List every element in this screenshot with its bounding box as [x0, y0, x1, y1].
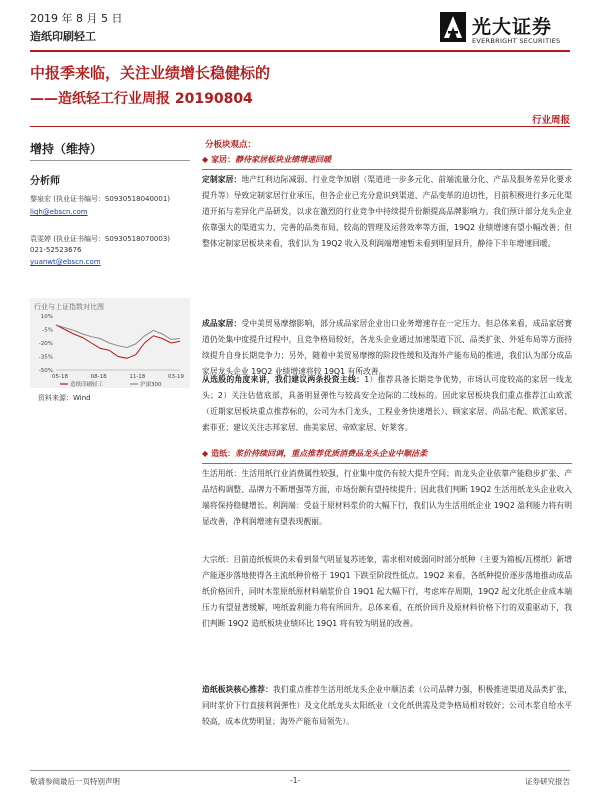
company-logo — [438, 10, 598, 50]
paragraph-text: 大宗纸：目前造纸板块仍未看到景气明显复苏迹象，需求相对疲弱同时部分纸种（主要为箱板/瓦楞纸）新增产能逐步落地使得各主流纸种价格于 19Q1 下跌至阶段性低点。19Q2 来看，各纸种提价逐步落地推动成品纸价格回升，同时木浆原纸原材料端浆价自 19Q1 起大幅下行，考虑库存周期，19Q2 起文化纸企业成本端压力有望显著缓解，吨纸盈利能力将有所回升。总体来看，在纸价回升及原材料价格下行的双重驱动下，我们判断 19Q2 造纸板块业绩环比 19Q1 将有较为明显的改善。 — [202, 555, 572, 628]
paragraph-lead: 造纸板块核心推荐： — [202, 685, 273, 694]
page-number: -1- — [290, 776, 301, 785]
summary-heading: 分板块观点： — [205, 140, 257, 150]
report-date: 2019 年 8 月 5 日 — [30, 12, 123, 25]
section-paper-heading — [202, 448, 427, 459]
x-tick-label: 08-18 — [90, 374, 107, 380]
sector-name: 造纸印刷轻工 — [30, 30, 96, 43]
chart-source: 资料来源：Wind — [38, 394, 91, 402]
paragraph-bulk-paper — [202, 552, 572, 632]
series-line-1 — [56, 325, 180, 348]
y-tick-label: -35% — [38, 354, 53, 361]
logo-english-name: EVERBRIGHT SECURITIES — [472, 37, 561, 45]
analyst-heading: 分析师 — [30, 176, 60, 187]
report-type-label: 行业周报 — [531, 115, 570, 126]
y-tick-label: 10% — [40, 314, 53, 320]
report-subtitle: ——造纸轻工行业周报 20190804 — [30, 91, 253, 107]
rating-divider — [30, 160, 190, 161]
analyst-2-name: 袁雯婷 (执业证书编号：S0930518070003) — [30, 235, 171, 243]
paragraph-lead: 定制家居： — [202, 175, 242, 184]
section-title: 静待家居板块业绩增速回暖 — [235, 155, 332, 164]
x-tick-label: 11-18 — [129, 374, 146, 380]
footer-divider — [30, 770, 570, 771]
diamond-icon: ◆ — [202, 155, 209, 164]
section-label: 造纸： — [211, 449, 236, 458]
footer-disclaimer: 敬请参阅最后一页特别声明 — [30, 777, 120, 786]
paragraph-core-picks — [202, 682, 572, 730]
diamond-icon: ◆ — [202, 449, 209, 458]
paragraph-text: 地产红利边际减弱、行业竞争加剧（渠道进一步多元化、前端流量分化、产品及服务差异化要求提升等）导致定制家居行业承压，但各企业已充分意识到渠道、产品变革的迫切性，目前积极进行多元化渠道开拓与差异化产品研发，以求在激烈的行业竞争中持续提升份额提高品牌影响力。我们预计部分龙头企业依靠强大的渠道实力、完善的品类布局、较高的管理及运营效率等方面，19Q2 业绩增速有望小幅改善；但整体定制家居板块来看，我们认为 19Q2 收入及利润端增速暂未看到明显回升，静待下半年增速回暖。 — [202, 175, 573, 248]
legend-label: 造纸印刷轻工 — [70, 382, 104, 388]
section-underline — [202, 463, 572, 464]
paragraph-text: 受中美贸易摩擦影响，部分成品家居企业出口业务增速存在一定压力。但总体来看，成品家居赛道仍处集中度提升过程中，且竞争格局较好，各龙头企业通过加速渠道下沉、品类扩张、外延布局等方面持续提升自身长期竞争力；另外，随着中美贸易摩擦的阶段性缓和及海外产能布局的推进，我们认为部分成品家居龙头企业 19Q2 业绩增速将较 19Q1 有所改善。 — [202, 319, 573, 376]
analyst-1-email[interactable]: liqh@ebscn.com — [30, 208, 88, 216]
y-tick-label: -5% — [42, 327, 53, 334]
logo-icon — [438, 10, 468, 44]
paragraph-tissue-paper — [202, 466, 572, 530]
paragraph-lead: 从选股的角度来讲，我们建议两条投资主线： — [202, 375, 365, 384]
section-label: 家居： — [211, 155, 236, 164]
series-line-0 — [56, 325, 180, 358]
logo-chinese-name: 光大证券 — [472, 16, 553, 38]
paragraph-text: 1）推荐具备长期竞争优势，市场认可度较高的家居一线龙头；2）关注估值底部，具备明显弹性与较高安全边际的二线标的。因此家居板块我们重点推荐江山欧派（近期家居板块重点推荐标的，公司为木门龙头，工程业务快速增长）、顾家家居、尚品宅配、欧派家居、索菲亚；建议关注志邦家居、曲美家居、帝欧家居、好莱客。 — [202, 375, 572, 432]
legend-label: 沪深300 — [140, 382, 162, 388]
paragraph-custom-furniture — [202, 172, 572, 252]
paragraph-finished-furniture — [202, 316, 572, 380]
paragraph-text: 生活用纸：生活用纸行业消费属性较强，行业集中度仍有较大提升空间；而龙头企业依靠产能稳步扩张、产品结构调整、品牌力不断增强等方面，市场份额有望持续提升；因此我们判断 19Q2 生活用纸龙头企业收入端将保持稳健增长。利润端：受益于原材料浆价的大幅下行，我们认为生活用纸企业 19Q2 盈利能力将有明显改善，净利润增速有望表现靓丽。 — [202, 469, 572, 526]
paragraph-stock-picks — [202, 372, 572, 436]
paragraph-lead: 成品家居： — [202, 319, 242, 328]
index-comparison-chart — [30, 298, 190, 388]
section-underline — [202, 169, 572, 170]
chart-svg — [30, 298, 190, 388]
report-title: 中报季来临，关注业绩增长稳健标的 — [30, 64, 271, 82]
x-tick-label: 03-19 — [168, 374, 184, 380]
title-divider — [30, 126, 570, 127]
analyst-1-name: 黎泉宏 (执业证书编号：S0930518040001) — [30, 195, 171, 203]
section-title: 浆价持续回调，重点推荐优质消费品龙头企业中顺洁柔 — [235, 449, 428, 458]
x-tick-label: 05-18 — [52, 374, 68, 380]
analyst-2-phone: 021-52523676 — [30, 246, 82, 254]
analyst-2-email[interactable]: yuanwt@ebscn.com — [30, 258, 101, 266]
y-tick-label: -20% — [38, 341, 53, 347]
section-home-heading — [202, 154, 331, 165]
paragraph-text: 我们重点推荐生活用纸龙头企业中顺洁柔（公司品牌力强，积极推进渠道及品类扩张，同时浆价下行直接利润弹性）及文化纸龙头太阳纸业（文化纸供需及竞争格局相对较好；公司木浆自给水平较高，成本优势明显；海外产能布局领先）。 — [202, 685, 573, 726]
header-divider — [30, 50, 570, 52]
chart-title: 行业与上证指数对比图 — [34, 303, 104, 311]
rating: 增持（维持） — [30, 142, 103, 156]
y-tick-label: -50% — [38, 368, 53, 374]
footer-report-label: 证券研究报告 — [525, 777, 570, 786]
